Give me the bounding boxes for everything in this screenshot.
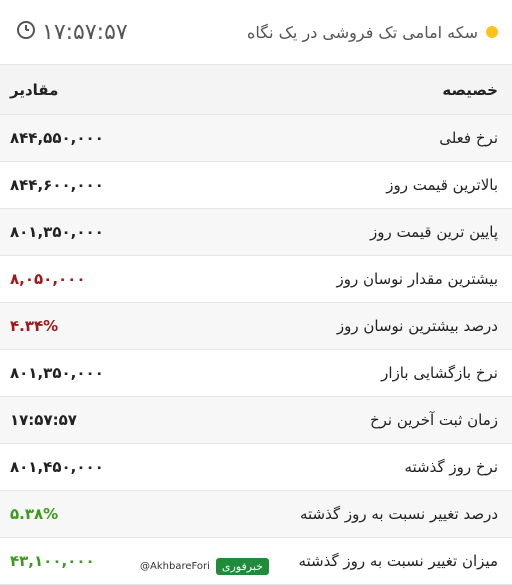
column-header-feature: خصیصه <box>442 80 498 99</box>
row-value: ۸۰۱,۳۵۰,۰۰۰ <box>10 223 104 241</box>
header-time: ۱۷:۵۷:۵۷ <box>42 19 128 45</box>
row-label: پایین ترین قیمت روز <box>369 223 498 241</box>
row-value: ۱۷:۵۷:۵۷ <box>10 411 77 429</box>
column-header-values: مقادیر <box>10 80 59 99</box>
status-dot-icon <box>486 26 498 38</box>
page-title: سکه امامی تک فروشی در یک نگاه <box>246 22 478 42</box>
table-header-row <box>0 65 512 115</box>
header <box>0 0 512 64</box>
row-value: ۸۴۴,۶۰۰,۰۰۰ <box>10 176 104 194</box>
clock-icon <box>16 20 36 44</box>
brand-logo: خبرفوری <box>216 558 269 575</box>
watermark <box>140 558 269 575</box>
row-label: زمان ثبت آخرین نرخ <box>369 411 498 429</box>
table-row <box>0 350 512 397</box>
row-label: میزان تغییر نسبت به روز گذشته <box>298 552 498 570</box>
row-label: بیشترین مقدار نوسان روز <box>336 270 498 288</box>
row-value: ۸۰۱,۴۵۰,۰۰۰ <box>10 458 104 476</box>
header-title-group <box>247 23 498 42</box>
table-row <box>0 162 512 209</box>
table-row <box>0 444 512 491</box>
table-row <box>0 397 512 444</box>
row-label: نرخ فعلی <box>439 129 498 147</box>
row-value: ۸۰۱,۳۵۰,۰۰۰ <box>10 364 104 382</box>
row-value: ۴۳,۱۰۰,۰۰۰ <box>10 552 95 570</box>
time-display <box>16 20 128 45</box>
row-label: نرخ بازگشایی بازار <box>381 364 498 382</box>
row-label: بالاترین قیمت روز <box>386 176 498 194</box>
row-value: ۴.۳۴% <box>10 317 59 335</box>
row-label: درصد تغییر نسبت به روز گذشته <box>299 505 498 523</box>
table-row <box>0 256 512 303</box>
table-row <box>0 115 512 162</box>
table-row <box>0 303 512 350</box>
row-label: نرخ روز گذشته <box>404 458 498 476</box>
table-row <box>0 491 512 538</box>
data-table <box>0 64 512 585</box>
row-value: ۵.۳۸% <box>10 505 59 523</box>
row-value: ۸,۰۵۰,۰۰۰ <box>10 270 86 288</box>
watermark-handle: @AkhbareFori <box>140 561 210 572</box>
table-row <box>0 209 512 256</box>
row-label: درصد بیشترین نوسان روز <box>336 317 498 335</box>
row-value: ۸۴۴,۵۵۰,۰۰۰ <box>10 129 104 147</box>
